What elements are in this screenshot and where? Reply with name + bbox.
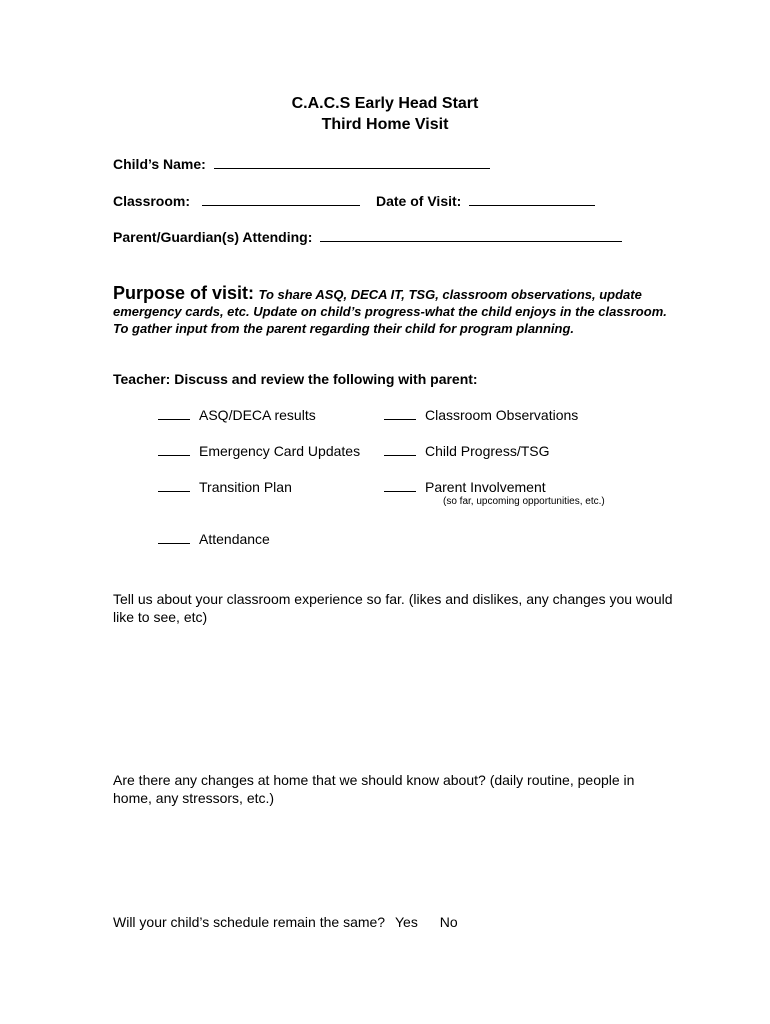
date-of-visit-row: [376, 193, 595, 209]
date-of-visit-label: Date of Visit:: [376, 193, 462, 209]
emergency-card-checkbox[interactable]: [158, 443, 190, 456]
teacher-instruction: Teacher: Discuss and review the following with parent:: [113, 371, 478, 387]
schedule-yes-option[interactable]: Yes: [394, 914, 418, 930]
parent-attending-field[interactable]: [320, 229, 622, 242]
checklist-item-classroom-observations: [384, 407, 578, 423]
date-of-visit-field[interactable]: [469, 193, 595, 206]
question-home-changes: Are there any changes at home that we should know about? (daily routine, people in home, any stressors, etc.): [113, 772, 635, 806]
transition-plan-checkbox[interactable]: [158, 479, 190, 492]
checklist-item-asq-deca: [158, 407, 316, 423]
checklist-item-transition-plan: [158, 479, 292, 495]
transition-plan-label: Transition Plan: [199, 479, 292, 495]
checklist-item-emergency-card: [158, 443, 360, 459]
classroom-row: [113, 193, 360, 209]
question-schedule: Will your child’s schedule remain the same?: [113, 914, 386, 930]
asq-deca-label: ASQ/DECA results: [199, 407, 316, 423]
checklist-item-attendance: [158, 531, 270, 547]
attendance-checkbox[interactable]: [158, 531, 190, 544]
schedule-no-option[interactable]: No: [439, 914, 458, 930]
child-progress-label: Child Progress/TSG: [425, 443, 550, 459]
checklist-item-child-progress: [384, 443, 549, 459]
form-subtitle: Third Home Visit: [321, 116, 449, 133]
parent-involvement-label: Parent Involvement: [425, 479, 546, 495]
child-progress-checkbox[interactable]: [384, 443, 416, 456]
classroom-observations-label: Classroom Observations: [425, 407, 579, 423]
classroom-field[interactable]: [202, 193, 360, 206]
attendance-label: Attendance: [199, 531, 270, 547]
parent-involvement-checkbox[interactable]: [384, 479, 416, 492]
child-name-row: [113, 156, 490, 172]
checklist-item-parent-involvement: [384, 479, 546, 495]
question-schedule-row: [113, 914, 458, 930]
parent-attending-label: Parent/Guardian(s) Attending:: [113, 229, 313, 245]
parent-attending-row: [113, 229, 622, 245]
child-name-label: Child’s Name:: [113, 156, 206, 172]
classroom-observations-checkbox[interactable]: [384, 407, 416, 420]
purpose-body: To share ASQ, DECA IT, TSG, classroom observations, update emergency cards, etc. Update on child’s progress-what the child enjoys in the classroom. To gather input from the parent regarding their child for program planning.: [113, 287, 667, 336]
asq-deca-checkbox[interactable]: [158, 407, 190, 420]
question-classroom-experience: Tell us about your classroom experience so far. (likes and dislikes, any changes you would like to see, etc): [113, 591, 673, 625]
child-name-field[interactable]: [214, 156, 490, 169]
classroom-label: Classroom:: [113, 193, 191, 209]
purpose-heading: Purpose of visit:: [113, 283, 255, 303]
form-title: C.A.C.S Early Head Start: [291, 95, 479, 112]
emergency-card-label: Emergency Card Updates: [199, 443, 361, 459]
parent-involvement-note: (so far, upcoming opportunities, etc.): [443, 496, 605, 507]
purpose-section: [113, 285, 673, 337]
